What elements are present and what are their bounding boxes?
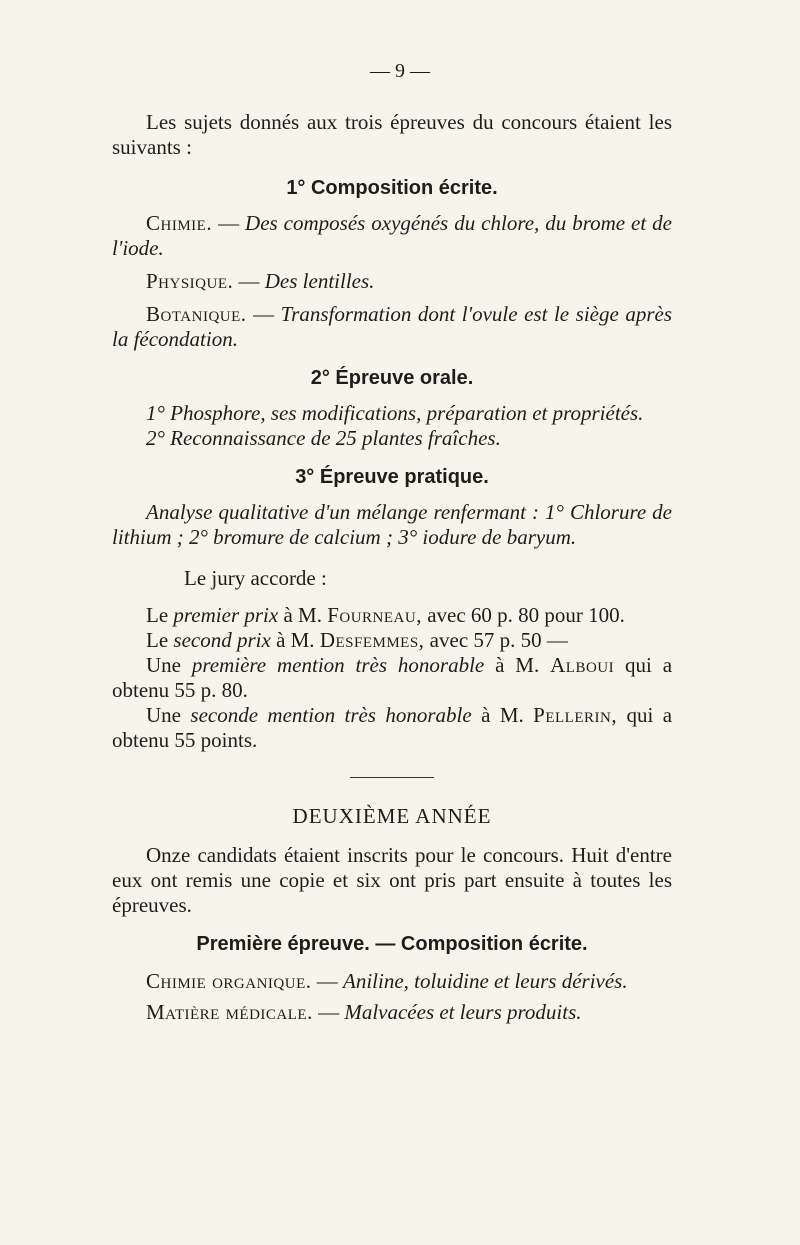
jury-l4-a: Une [146,703,181,727]
jury-l1-d: avec 60 p. 80 pour 100. [427,603,625,627]
jury-l4-prize: seconde mention très honorable [190,703,472,727]
chimie-dash: — [218,211,240,235]
jury-l2-name: Desfemmes, [319,628,425,652]
botanique-entry [112,302,672,352]
jury-l1-prize: premier prix [173,603,279,627]
section1-heading: 1° Composition écrite. [286,177,498,199]
chimie-organique-dash: — [316,969,338,993]
intro-paragraph: Les sujets donnés aux trois épreuves du concours étaient les suivants : [112,110,672,159]
jury-line-3 [112,653,672,703]
chimie-organique-label: Chimie organique. [146,969,312,993]
oral-item-1: 1° Phosphore, ses modifications, préparation et propriétés. [146,401,644,425]
chimie-entry [112,211,672,261]
year2-epreuve-heading: Première épreuve. — Composition écrite. [196,933,588,955]
jury-l2-a: Le [146,628,169,652]
body-text [112,110,672,1025]
botanique-dash: — [253,302,275,326]
jury-l2-d: avec 57 p. 50 — [429,628,568,652]
year2-heading: DEUXIÈME ANNÉE [292,804,492,828]
physique-dash: — [238,269,260,293]
section2-heading: 2° Épreuve orale. [310,367,474,389]
jury-l2-c: à M. [276,628,315,652]
jury-l1-c: à M. [283,603,322,627]
chimie-organique-text: Aniline, toluidine et leurs dérivés. [343,969,628,993]
jury-line-4 [112,703,672,753]
botanique-label: Botanique. [146,302,247,326]
matiere-medicale-label: Matière médicale. [146,1000,313,1024]
jury-l3-name: Alboui [550,653,615,677]
botanique-text: Transformation dont l'ovule est le siège après la fécondation. [112,302,673,351]
jury-l4-d: qui a obtenu 55 points. [112,703,673,752]
jury-l4-c: à M. [481,703,524,727]
year2-paragraph: Onze candidats étaient inscrits pour le concours. Huit d'entre eux ont remis une copie et six ont pris part ensuite à toutes les épreuves. [112,843,672,917]
jury-l2-prize: second prix [173,628,271,652]
chimie-organique-entry [112,969,672,994]
jury-l3-prize: première mention très honorable [191,653,485,677]
matiere-medicale-text: Malvacées et leurs produits. [344,1000,582,1024]
chimie-label: Chimie. [146,211,213,235]
jury-l1-name: Fourneau, [327,603,422,627]
page-number: — 9 — [370,60,430,82]
jury-l1-a: Le [146,603,169,627]
jury-line-2 [112,628,672,653]
pratique-text: Analyse qualitative d'un mélange renfermant : 1° Chlorure de lithium ; 2° bromure de calcium ; 3° iodure de baryum. [112,500,672,549]
jury-l4-name: Pellerin, [533,703,618,727]
physique-label: Physique. [146,269,234,293]
jury-intro: Le jury accorde : [184,566,327,590]
matiere-medicale-dash: — [318,1000,340,1024]
jury-l3-c: à M. [495,653,540,677]
jury-line-1 [112,603,672,628]
matiere-medicale-entry [112,1000,672,1025]
physique-text: Des lentilles. [264,269,375,293]
oral-item-2: 2° Reconnaissance de 25 plantes fraîches. [146,426,501,450]
separator-rule [112,777,672,778]
section3-heading: 3° Épreuve pratique. [295,466,489,488]
physique-entry [112,269,672,294]
jury-l3-a: Une [146,653,181,677]
jury-l3-d: qui a obtenu 55 p. 80. [112,653,673,702]
chimie-text: Des composés oxygénés du chlore, du brome et de l'iode. [112,211,672,260]
